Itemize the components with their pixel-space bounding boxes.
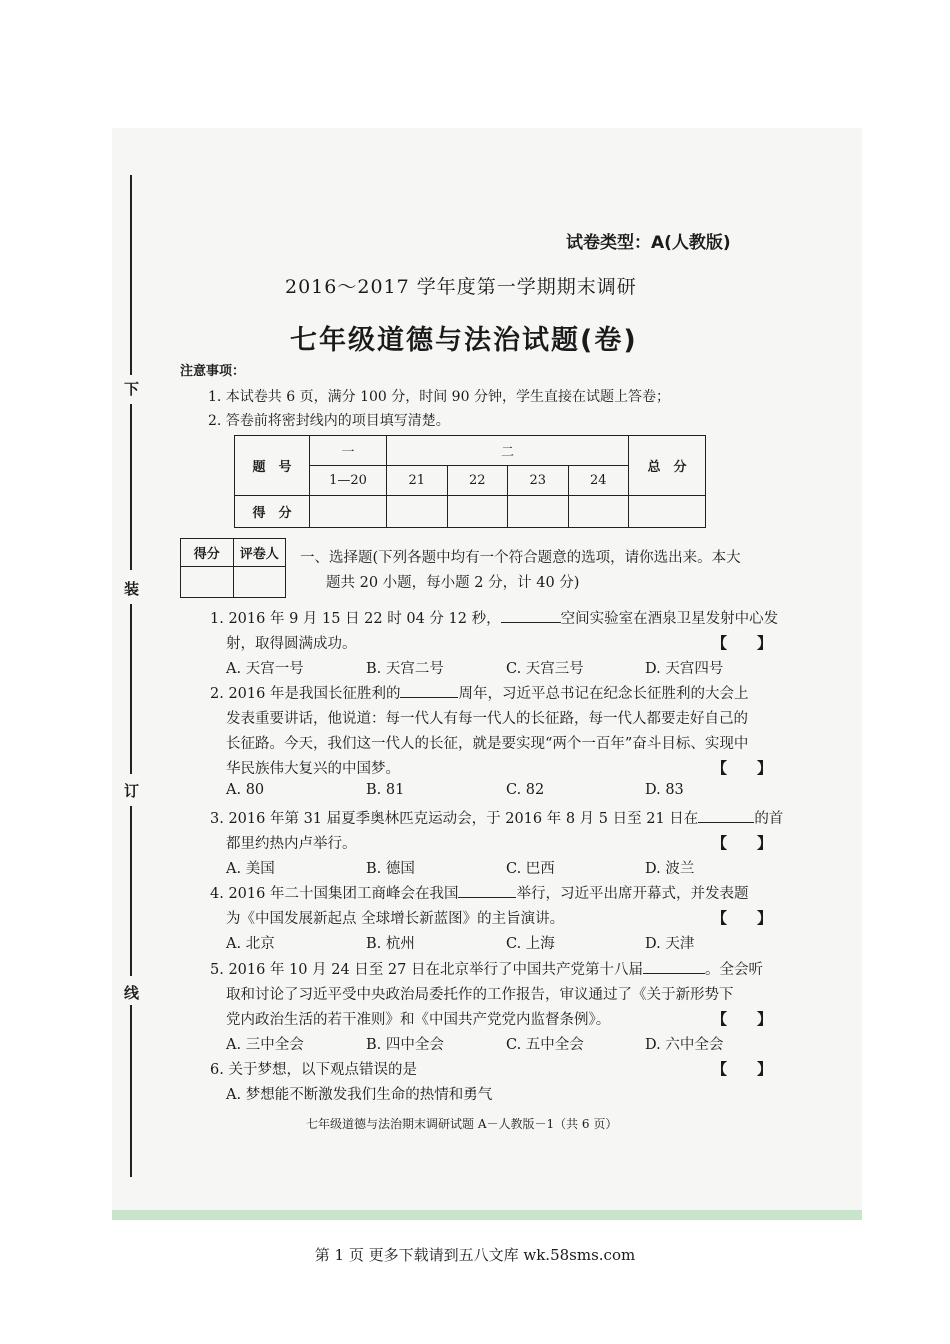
grader-score-cell[interactable] bbox=[181, 567, 234, 598]
q2-option-c: C. 82 bbox=[506, 782, 545, 798]
q5-option-b: B. 四中全会 bbox=[366, 1037, 444, 1053]
binding-line-1 bbox=[130, 175, 132, 375]
score-cell[interactable] bbox=[508, 496, 569, 528]
exam-title: 七年级道德与法治试题(卷) bbox=[290, 325, 638, 356]
notes-heading: 注意事项： bbox=[180, 364, 246, 379]
binding-char-ding: 订 bbox=[124, 782, 140, 800]
question-5-line-2: 取和讨论了习近平受中央政治局委托作的工作报告，审议通过了《关于新形势下 bbox=[226, 987, 734, 1003]
score-table-number: 24 bbox=[568, 466, 629, 496]
q1-option-a: A. 天宫一号 bbox=[226, 661, 304, 677]
score-table-section-one: 一 bbox=[310, 436, 387, 466]
score-cell[interactable] bbox=[447, 496, 508, 528]
score-table-number: 21 bbox=[387, 466, 448, 496]
answer-blank[interactable] bbox=[501, 608, 561, 623]
score-table-range: 1—20 bbox=[310, 466, 387, 496]
note-item: 2. 答卷前将密封线内的项目填写清楚。 bbox=[208, 413, 450, 429]
q6-option-a: A. 梦想能不断激发我们生命的热情和勇气 bbox=[226, 1087, 493, 1103]
score-table-section-two: 二 bbox=[387, 436, 629, 466]
q3-option-c: C. 巴西 bbox=[506, 861, 555, 877]
score-cell[interactable] bbox=[310, 496, 387, 528]
score-cell[interactable] bbox=[629, 496, 706, 528]
exam-subtitle: 2016～2017 学年度第一学期期末调研 bbox=[285, 276, 637, 298]
score-table-number: 22 bbox=[447, 466, 508, 496]
question-2-line-1: 2. 2016 年是我国长征胜利的 周年，习近平总书记在纪念长征胜利的大会上 bbox=[210, 682, 748, 703]
question-3-line-1: 3. 2016 年第 31 届夏季奥林匹克运动会，于 2016 年 8 月 5 日至 21 日在 的首 bbox=[210, 807, 783, 828]
score-cell[interactable] bbox=[568, 496, 629, 528]
answer-bracket[interactable]: 【 】 bbox=[712, 759, 773, 777]
q1-option-c: C. 天宫三号 bbox=[506, 661, 584, 677]
q4-option-d: D. 天津 bbox=[645, 936, 695, 952]
binding-line-2 bbox=[130, 404, 132, 570]
section-one-instruction-cont: 题共 20 小题，每小题 2 分，计 40 分) bbox=[326, 575, 580, 591]
page-footer: 第 1 页 更多下载请到五八文库 wk.58sms.com bbox=[314, 1246, 636, 1264]
score-table bbox=[234, 435, 706, 528]
score-cell[interactable] bbox=[387, 496, 448, 528]
q2-option-b: B. 81 bbox=[366, 782, 405, 798]
q5-option-d: D. 六中全会 bbox=[645, 1037, 724, 1053]
exam-footer: 七年级道德与法治期末调研试题 A－人教版－1（共 6 页） bbox=[306, 1117, 618, 1131]
question-6-line-1: 6. 关于梦想，以下观点错误的是 bbox=[210, 1062, 417, 1078]
grader-box bbox=[180, 538, 286, 598]
binding-char-xia: 下 bbox=[124, 380, 140, 398]
grader-name-label: 评卷人 bbox=[233, 539, 286, 567]
answer-bracket[interactable]: 【 】 bbox=[712, 634, 773, 652]
q3-option-b: B. 德国 bbox=[366, 861, 415, 877]
answer-blank[interactable] bbox=[643, 959, 705, 974]
binding-char-zhuang: 装 bbox=[124, 580, 140, 598]
question-2-line-4: 华民族伟大复兴的中国梦。 bbox=[226, 761, 400, 777]
question-2-line-2: 发表重要讲话，他说道：每一代人有每一代人的长征路，每一代人都要走好自己的 bbox=[226, 711, 748, 727]
q4-option-a: A. 北京 bbox=[226, 936, 275, 952]
answer-bracket[interactable]: 【 】 bbox=[712, 909, 773, 927]
question-4-line-1: 4. 2016 年二十国集团工商峰会在我国 举行，习近平出席开幕式，并发表题 bbox=[210, 882, 748, 903]
answer-blank[interactable] bbox=[400, 683, 458, 698]
answer-bracket[interactable]: 【 】 bbox=[712, 834, 773, 852]
q1-option-b: B. 天宫二号 bbox=[366, 661, 444, 677]
q2-option-a: A. 80 bbox=[226, 782, 265, 798]
score-table-number: 23 bbox=[508, 466, 569, 496]
binding-line-4 bbox=[130, 806, 132, 976]
grader-name-cell[interactable] bbox=[233, 567, 286, 598]
q5-option-c: C. 五中全会 bbox=[506, 1037, 584, 1053]
note-item: 1. 本试卷共 6 页，满分 100 分，时间 90 分钟，学生直接在试题上答卷； bbox=[208, 389, 670, 405]
question-3-line-2: 都里约热内卢举行。 bbox=[226, 836, 357, 852]
divider-bar bbox=[112, 1210, 862, 1220]
q5-option-a: A. 三中全会 bbox=[226, 1037, 304, 1053]
paper-type: 试卷类型：A(人教版) bbox=[566, 233, 731, 253]
q1-option-d: D. 天宫四号 bbox=[645, 661, 724, 677]
binding-line-5 bbox=[130, 1005, 132, 1177]
question-5-line-3: 党内政治生活的若干准则》和《中国共产党党内监督条例》。 bbox=[226, 1012, 611, 1028]
question-2-line-3: 长征路。今天，我们这一代人的长征，就是要实现“两个一百年”奋斗目标、实现中 bbox=[226, 736, 749, 752]
answer-bracket[interactable]: 【 】 bbox=[712, 1010, 773, 1028]
q4-option-c: C. 上海 bbox=[506, 936, 555, 952]
question-1-line-2: 射，取得圆满成功。 bbox=[226, 636, 357, 652]
question-1-line-1: 1. 2016 年 9 月 15 日 22 时 04 分 12 秒， 空间实验室在酒泉卫星发射中心发 bbox=[210, 607, 778, 628]
q3-option-a: A. 美国 bbox=[226, 861, 275, 877]
answer-bracket[interactable]: 【 】 bbox=[712, 1060, 773, 1078]
section-one-instruction: 一、选择题(下列各题中均有一个符合题意的选项，请你选出来。本大 bbox=[300, 550, 741, 566]
answer-blank[interactable] bbox=[698, 808, 754, 823]
score-table-label-score: 得 分 bbox=[235, 496, 310, 528]
q2-option-d: D. 83 bbox=[645, 782, 684, 798]
question-4-line-2: 为《中国发展新起点 全球增长新蓝图》的主旨演讲。 bbox=[226, 911, 565, 927]
score-table-label-number: 题 号 bbox=[235, 436, 310, 496]
grader-score-label: 得分 bbox=[181, 539, 234, 567]
answer-blank[interactable] bbox=[458, 883, 516, 898]
score-table-total: 总 分 bbox=[629, 436, 706, 496]
binding-char-xian: 线 bbox=[124, 984, 140, 1002]
question-5-line-1: 5. 2016 年 10 月 24 日至 27 日在北京举行了中国共产党第十八届 。全会听 bbox=[210, 958, 763, 979]
q4-option-b: B. 杭州 bbox=[366, 936, 415, 952]
binding-line-3 bbox=[130, 604, 132, 774]
q3-option-d: D. 波兰 bbox=[645, 861, 695, 877]
